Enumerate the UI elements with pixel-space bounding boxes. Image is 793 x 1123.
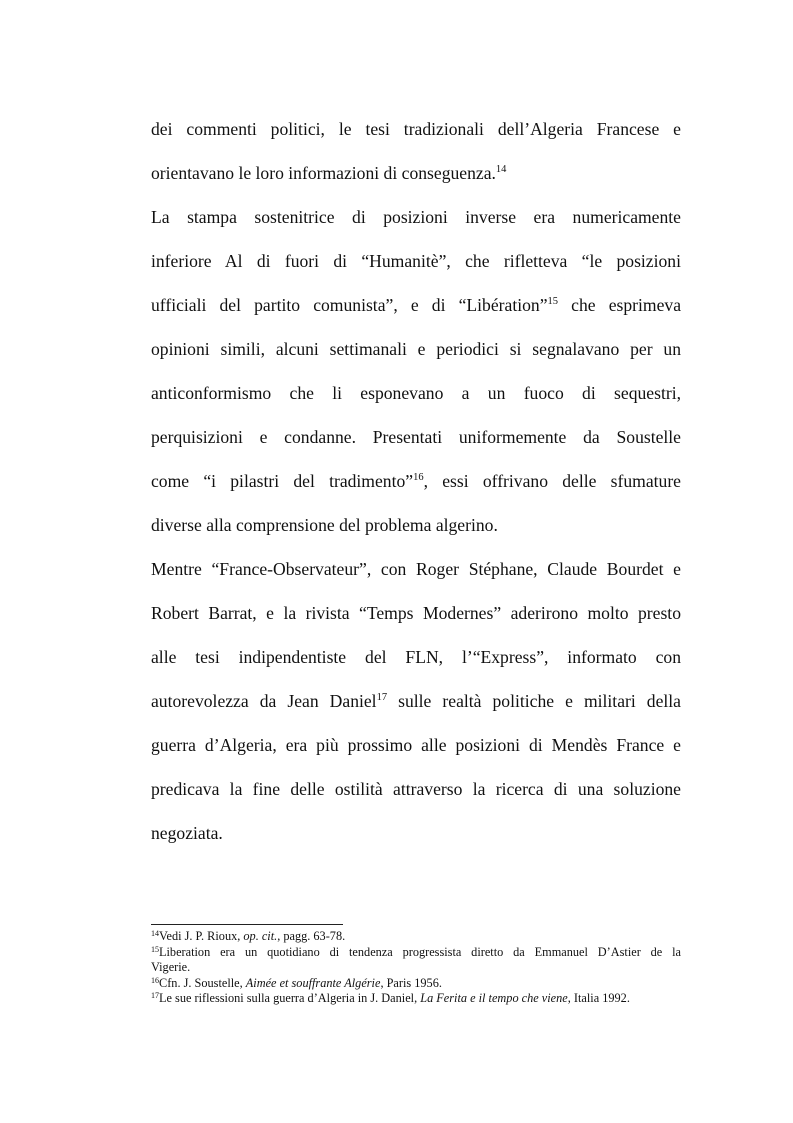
body-line-text: autorevolezza da Jean Daniel bbox=[151, 691, 377, 711]
body-line: dei commenti politici, le tesi tradizionali dell’Algeria Francese e bbox=[151, 119, 681, 139]
footnote-17 bbox=[151, 991, 681, 1007]
body-line-text: orientavano le loro informazioni di conseguenza. bbox=[151, 163, 496, 183]
footnote-ref-15: 15 bbox=[547, 296, 559, 307]
footnotes bbox=[151, 929, 681, 1007]
footnote-ref-14: 14 bbox=[495, 164, 507, 175]
body-line: opinioni simili, alcuni settimanali e periodici si segnalavano per un bbox=[151, 339, 681, 359]
body-line-text: , essi offrivano delle sfumature bbox=[423, 471, 681, 491]
body-line-text: come “i pilastri del tradimento” bbox=[151, 471, 414, 491]
body-line: guerra d’Algeria, era più prossimo alle posizioni di Mendès France e bbox=[151, 735, 681, 755]
body-line: anticonformismo che li esponevano a un fuoco di sequestri, bbox=[151, 383, 681, 403]
body-line: Mentre “France-Observateur”, con Roger Stéphane, Claude Bourdet e bbox=[151, 559, 681, 579]
footnote-number: 14 bbox=[151, 929, 159, 938]
footnote-text: Le sue riflessioni sulla guerra d’Algeria in J. Daniel, bbox=[159, 991, 421, 1005]
footnote-number: 17 bbox=[151, 991, 159, 1000]
footnote-number: 16 bbox=[151, 975, 159, 985]
footnote-divider bbox=[151, 924, 343, 925]
footnote-title: Aimée et souffrante Algérie bbox=[245, 975, 381, 990]
body-line: predicava la fine delle ostilità attraverso la ricerca di una soluzione bbox=[151, 779, 681, 799]
body-line-text: ufficiali del partito comunista”, e di “Libération” bbox=[151, 295, 548, 315]
footnote-title: op. cit. bbox=[243, 929, 278, 943]
footnote-15-continued: Vigerie. bbox=[151, 960, 191, 974]
footnote-text: , pagg. 63-78. bbox=[277, 929, 346, 943]
body-line: diverse alla comprensione del problema algerino. bbox=[151, 515, 498, 535]
footnote-text: , Italia 1992. bbox=[567, 991, 630, 1005]
body-text bbox=[151, 107, 681, 855]
body-line: perquisizioni e condanne. Presentati uniformemente da Soustelle bbox=[151, 427, 681, 447]
body-line: Robert Barrat, e la rivista “Temps Modernes” aderirono molto presto bbox=[151, 603, 681, 623]
footnote-text: Vedi J. P. Rioux, bbox=[159, 929, 244, 943]
footnote-16 bbox=[151, 976, 681, 992]
body-line: negoziata. bbox=[151, 823, 223, 843]
body-line bbox=[151, 459, 681, 503]
body-line bbox=[151, 283, 681, 327]
footnote-text: Cfn. J. Soustelle, bbox=[159, 975, 246, 990]
footnote-title: La Ferita e il tempo che viene bbox=[420, 991, 568, 1005]
footnote-15 bbox=[151, 945, 681, 961]
body-line-text: sulle realtà politiche e militari della bbox=[387, 691, 681, 711]
body-line bbox=[151, 151, 681, 195]
footnote-14 bbox=[151, 929, 681, 945]
footnote-text: Liberation era un quotidiano di tendenza progressista diretto da Emmanuel D’Astier de la bbox=[159, 944, 681, 959]
body-line bbox=[151, 679, 681, 723]
footnote-number: 15 bbox=[151, 944, 159, 954]
body-line: La stampa sostenitrice di posizioni inverse era numericamente bbox=[151, 207, 681, 227]
body-line-text: che esprimeva bbox=[558, 295, 681, 315]
footnote-ref-16: 16 bbox=[413, 472, 424, 483]
footnote-ref-17: 17 bbox=[376, 692, 388, 703]
footnote-text: , Paris 1956. bbox=[380, 975, 442, 990]
body-line: inferiore Al di fuori di “Humanitè”, che rifletteva “le posizioni bbox=[151, 251, 681, 271]
body-line: alle tesi indipendentiste del FLN, l’“Express”, informato con bbox=[151, 647, 681, 667]
